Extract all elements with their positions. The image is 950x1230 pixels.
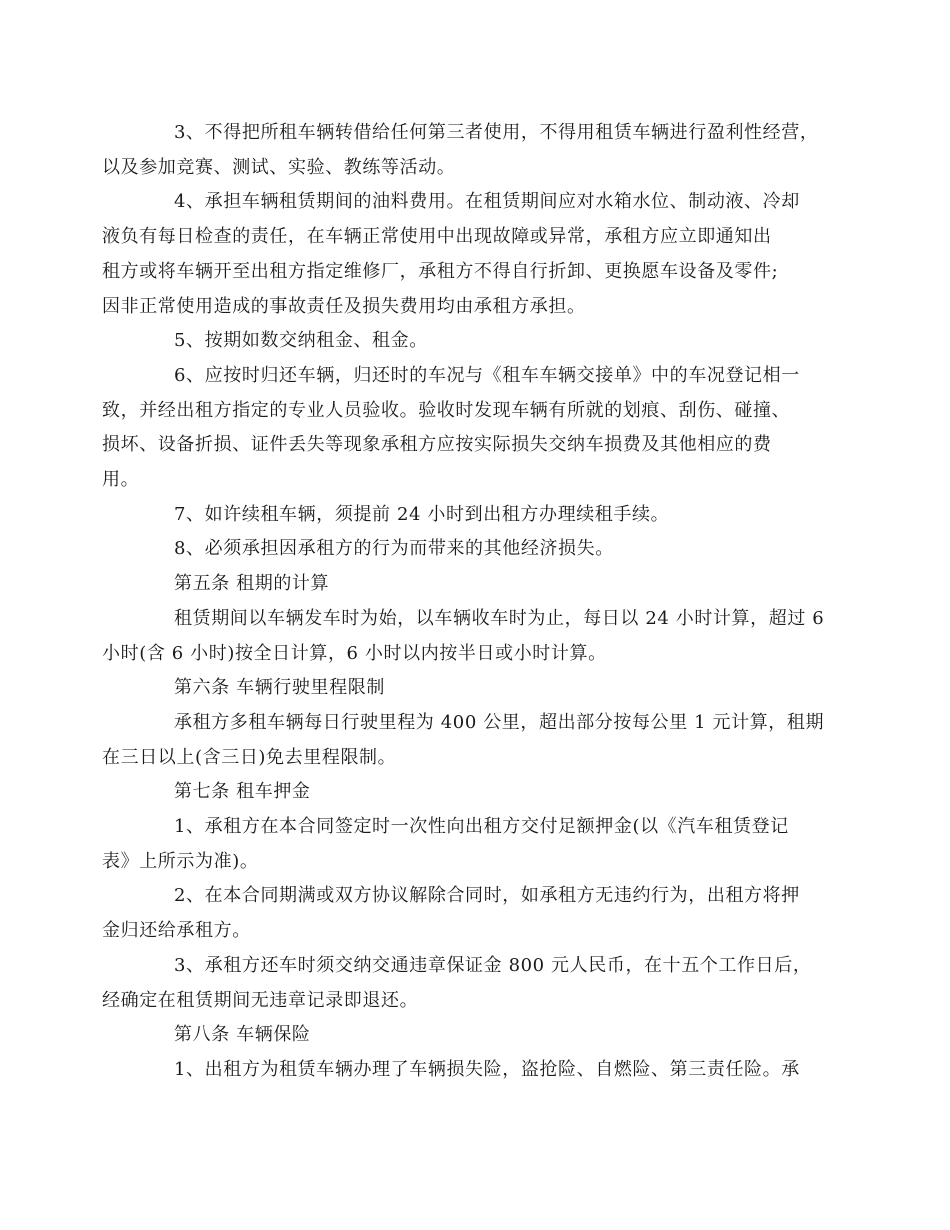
text-line: 1、承租方在本合同签定时一次性向出租方交付足额押金(以《汽车租赁登记 [174, 816, 789, 838]
text-line: 在三日以上(含三日)免去里程限制。 [102, 746, 397, 768]
body-paragraph [102, 879, 824, 948]
text-line: 表》上所示为准)。 [102, 850, 259, 872]
text-line: 用。 [102, 469, 140, 491]
text-line: 以及参加竞赛、测试、实验、教练等活动。 [102, 156, 456, 178]
text-line: 7、如许续租车辆，须提前 24 小时到出租方办理续租手续。 [174, 503, 670, 525]
text-line: 承租方多租车辆每日行驶里程为 400 公里，超出部分按每公里 1 元计算，租期 [174, 711, 825, 733]
text-line: 第六条 车辆行驶里程限制 [174, 677, 385, 699]
text-line: 致，并经出租方指定的专业人员验收。验收时发现车辆有所就的划痕、刮伤、碰撞、 [102, 399, 791, 421]
body-paragraph [102, 116, 824, 185]
body-paragraph [138, 324, 824, 359]
body-paragraph [138, 1053, 824, 1088]
text-line: 金归还给承租方。 [102, 920, 251, 942]
body-paragraph [102, 185, 824, 324]
text-line: 租方或将车辆开至出租方指定维修厂，承租方不得自行折卸、更换愿车设备及零件; [102, 260, 779, 282]
text-line: 2、在本合同期满或双方协议解除合同时，如承租方无违约行为，出租方将押 [174, 885, 800, 907]
section-heading [138, 671, 824, 706]
document-body [102, 116, 825, 1088]
text-line: 液负有每日检查的责任，在车辆正常使用中出现故障或异常，承租方应立即通知出 [102, 226, 772, 248]
text-line: 3、承租方还车时须交纳交通违章保证金 800 元人民币，在十五个工作日后， [174, 954, 812, 976]
text-line: 第八条 车辆保险 [174, 1024, 311, 1046]
section-heading [138, 1018, 824, 1053]
text-line: 小时(含 6 小时)按全日计算，6 小时以内按半日或小时计算。 [102, 642, 607, 664]
text-line: 损坏、设备折损、证件丢失等现象承租方应按实际损失交纳车损费及其他相应的费 [102, 434, 772, 456]
text-line: 6、应按时归还车辆，归还时的车况与《租车车辆交接单》中的车况登记相一 [174, 364, 800, 386]
body-paragraph [138, 498, 824, 533]
text-line: 第五条 租期的计算 [174, 573, 330, 595]
text-line: 4、承担车辆租赁期间的油料费用。在租赁期间应对水箱水位、制动液、冷却 [174, 191, 800, 213]
body-paragraph [102, 602, 825, 671]
body-paragraph [102, 949, 824, 1018]
section-heading [138, 567, 824, 602]
body-paragraph [102, 359, 824, 498]
text-line: 租赁期间以车辆发车时为始，以车辆收车时为止，每日以 24 小时计算，超过 6 [174, 607, 825, 629]
body-paragraph [102, 706, 825, 775]
body-paragraph [138, 532, 824, 567]
section-heading [138, 775, 824, 810]
body-paragraph [102, 810, 824, 879]
text-line: 5、按期如数交纳租金、租金。 [174, 330, 428, 352]
text-line: 因非正常使用造成的事故责任及损失费用均由承租方承担。 [102, 295, 586, 317]
text-line: 1、出租方为租赁车辆办理了车辆损失险，盗抢险、自燃险、第三责任险。承 [174, 1058, 800, 1080]
text-line: 3、不得把所租车辆转借给任何第三者使用，不得用租赁车辆进行盈利性经营， [174, 122, 819, 143]
text-line: 第七条 租车押金 [174, 781, 311, 803]
text-line: 经确定在租赁期间无违章记录即退还。 [102, 989, 419, 1011]
text-line: 8、必须承担因承租方的行为而带来的其他经济损失。 [174, 538, 614, 560]
